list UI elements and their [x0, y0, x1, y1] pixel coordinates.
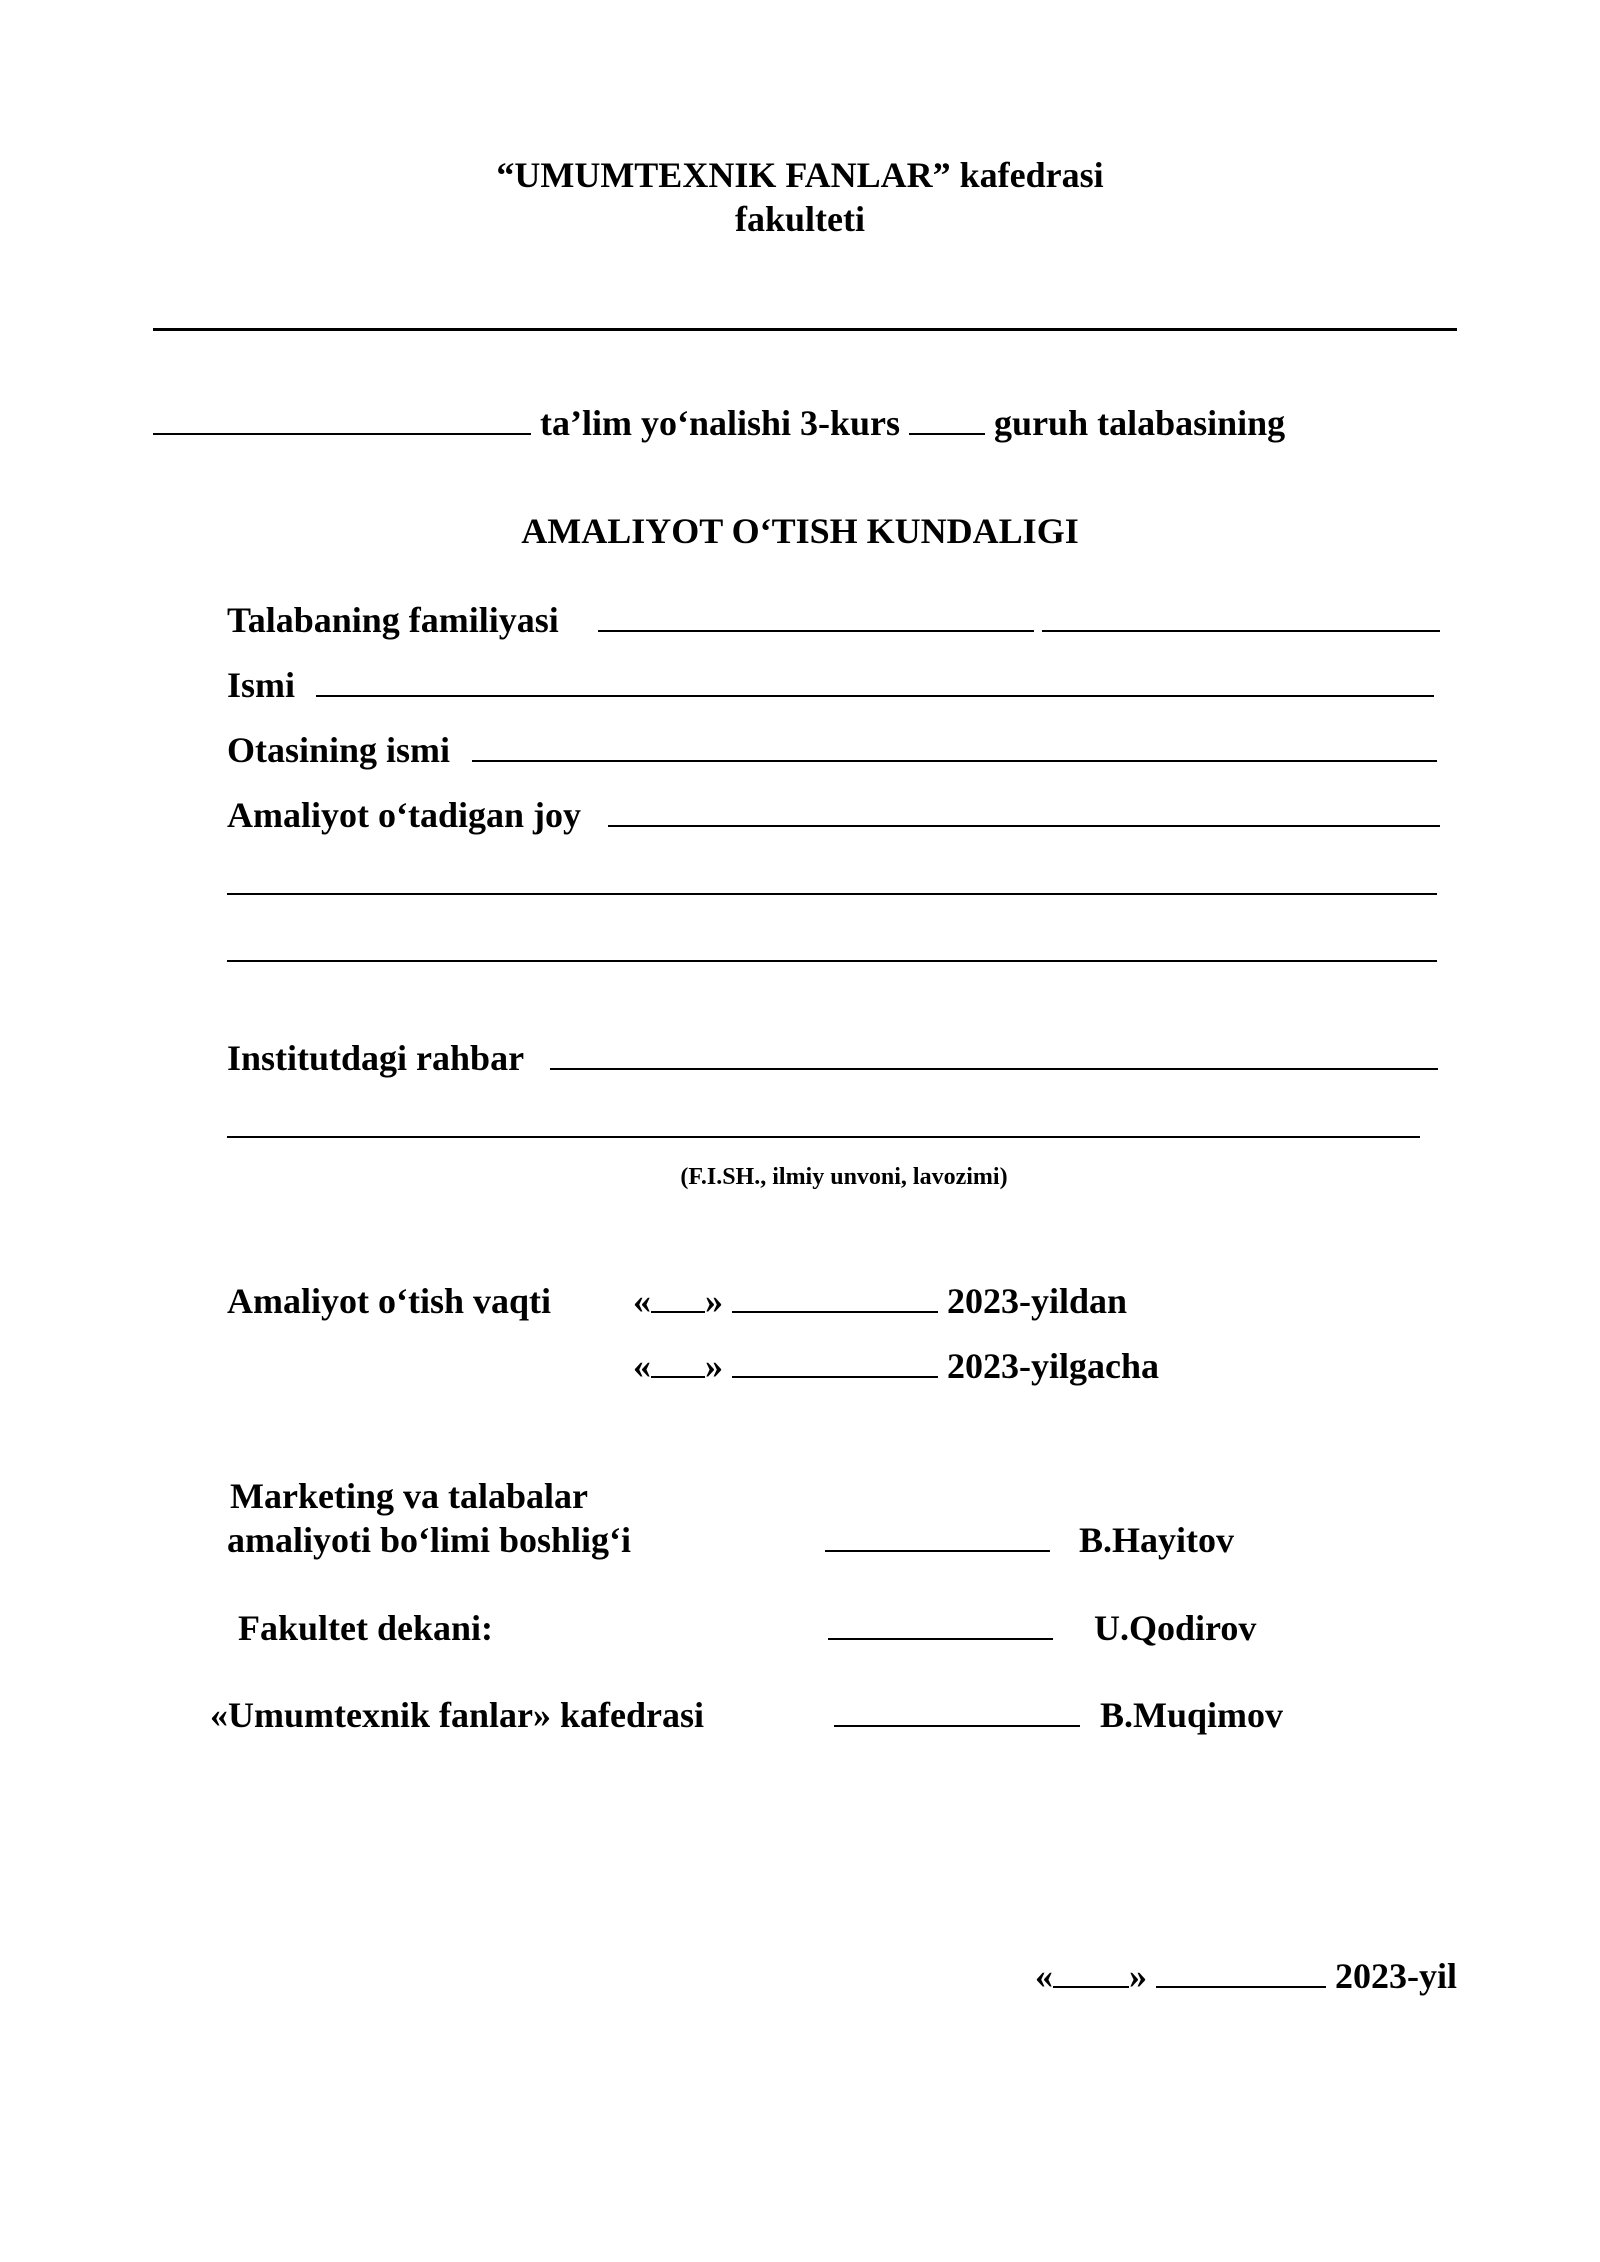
period-from: « » 2023-yildan [633, 1281, 1128, 1321]
place-label: Amaliyot o‘tadigan joy [227, 795, 581, 835]
signature-role-marketing-1: Marketing va talabalar [230, 1476, 588, 1516]
supervisor-label: Institutdagi rahbar [227, 1038, 525, 1078]
place-field-line-3[interactable] [227, 960, 1437, 962]
faculty-name-line[interactable] [153, 328, 1457, 331]
signature-name-marketing: B.Hayitov [1079, 1520, 1235, 1560]
group-label: guruh talabasining [994, 403, 1286, 443]
period-to: « » 2023-yilgacha [633, 1346, 1159, 1386]
document-title: AMALIYOT O‘TISH KUNDALIGI [521, 511, 1079, 551]
signature-line-dean[interactable] [828, 1638, 1053, 1640]
supervisor-hint: (F.I.SH., ilmiy unvoni, lavozimi) [680, 1164, 1008, 1190]
direction-label: ta’lim yo‘nalishi 3-kurs [540, 403, 901, 443]
from-year: 2023-yildan [947, 1281, 1128, 1321]
signature-role-dean: Fakultet dekani: [238, 1608, 494, 1648]
name-field[interactable] [316, 695, 1434, 697]
date-month-blank[interactable] [1156, 1956, 1326, 1988]
direction-blank[interactable] [153, 403, 531, 435]
signature-name-dean: U.Qodirov [1094, 1608, 1257, 1648]
signature-role-department: «Umumtexnik fanlar» kafedrasi [210, 1695, 704, 1735]
surname-label: Talabaning familiyasi [227, 600, 559, 640]
to-day-blank[interactable] [651, 1346, 705, 1378]
surname-field-2[interactable] [1042, 630, 1440, 632]
signature-line-marketing[interactable] [825, 1550, 1050, 1552]
to-month-blank[interactable] [732, 1346, 938, 1378]
intro-line [153, 401, 1285, 445]
department-title: “UMUMTEXNIK FANLAR” kafedrasi [496, 155, 1104, 195]
patronymic-field[interactable] [472, 760, 1437, 762]
name-label: Ismi [227, 665, 296, 705]
faculty-title: fakulteti [735, 199, 865, 239]
place-field[interactable] [608, 825, 1440, 827]
from-day-blank[interactable] [651, 1281, 705, 1313]
to-year: 2023-yilgacha [947, 1346, 1159, 1386]
date-day-blank[interactable] [1053, 1956, 1129, 1988]
document-date: « » 2023-yil [1035, 1956, 1457, 1996]
place-field-line-2[interactable] [227, 893, 1437, 895]
group-blank[interactable] [909, 403, 985, 435]
from-month-blank[interactable] [732, 1281, 938, 1313]
period-label: Amaliyot o‘tish vaqti [227, 1281, 551, 1321]
supervisor-field-line-2[interactable] [227, 1136, 1420, 1138]
patronymic-label: Otasining ismi [227, 730, 451, 770]
date-year: 2023-yil [1335, 1956, 1457, 1996]
surname-field-1[interactable] [598, 630, 1034, 632]
supervisor-field[interactable] [550, 1068, 1438, 1070]
signature-role-marketing-2: amaliyoti bo‘limi boshlig‘i [227, 1520, 632, 1560]
signature-line-department[interactable] [834, 1725, 1080, 1727]
signature-name-department: B.Muqimov [1100, 1695, 1284, 1735]
